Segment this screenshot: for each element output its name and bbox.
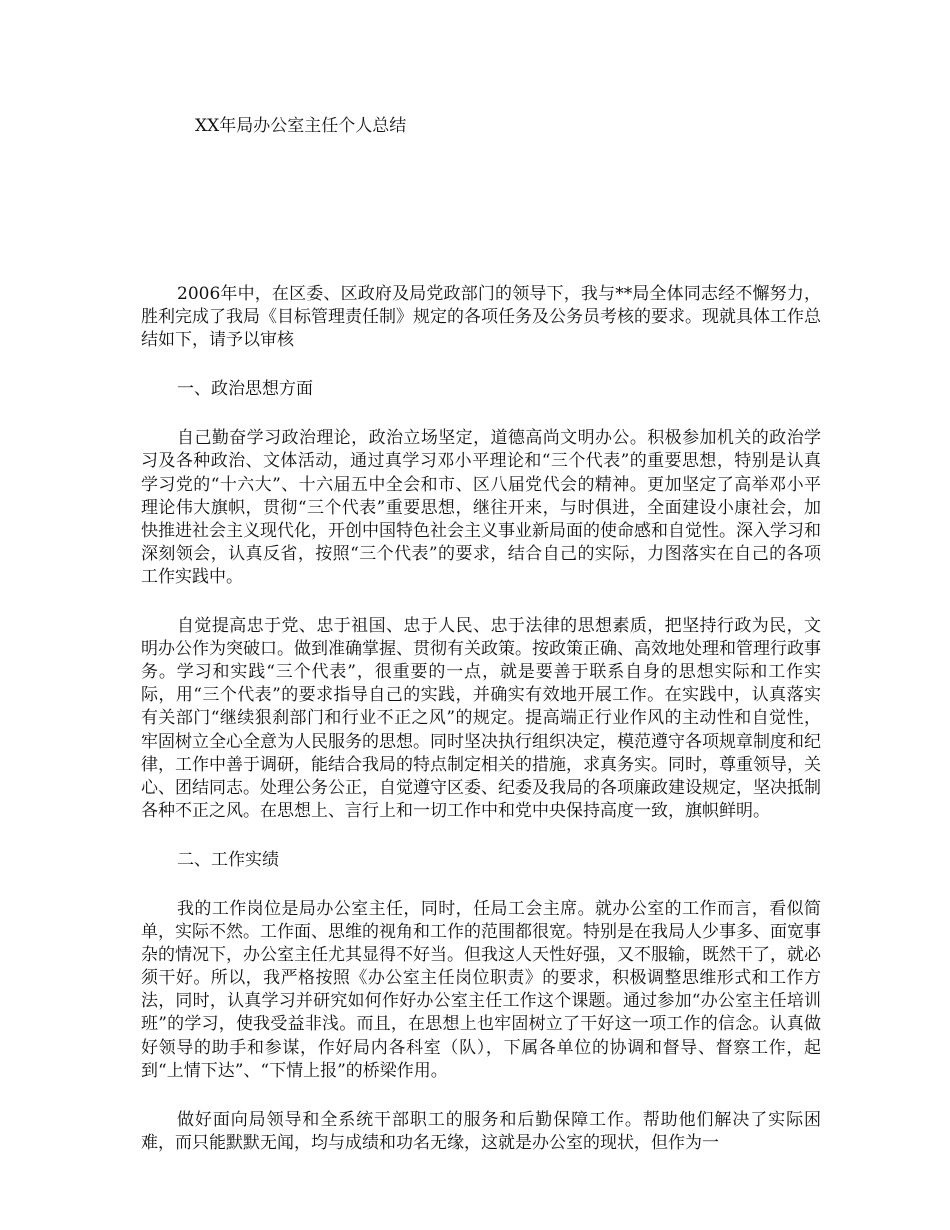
intro-paragraph: 2006年中，在区委、区政府及局党政部门的领导下，我与**局全体同志经不懈努力，胜利完成了我局《目标管理责任制》规定的各项任务及公务员考核的要求。现就具体工作总结如下，请予以审核 xyxy=(141,284,821,351)
political-paragraph-2: 自觉提高忠于党、忠于祖国、忠于人民、忠于法律的思想素质，把坚持行政为民，文明办公作为突破口。做到准确掌握、贯彻有关政策。按政策正确、高效地处理和管理行政事务。学习和实践“三个代表”，很重要的一点，就是要善于联系自身的思想实际和工作实际，用“三个代表”的要求指导自己的实践，并确实有效地开展工作。在实践中，认真落实有关部门“继续狠刹部门和行业不正之风”的规定。提高端正行业作风的主动性和自觉性，牢固树立全心全意为人民服务的思想。同时坚决执行组织决定，模范遵守各项规章制度和纪律，工作中善于调研，能结合我局的特点制定相关的措施，求真务实。同时，尊重领导，关心、团结同志。处理公务公正，自觉遵守区委、纪委及我局的各项廉政建设规定，坚决抵制各种不正之风。在思想上、言行上和一切工作中和党中央保持高度一致，旗帜鲜明。 xyxy=(141,616,821,821)
achievements-paragraph-1: 我的工作岗位是局办公室主任，同时，任局工会主席。就办公室的工作而言，看似简单，实际不然。工作面、思维的视角和工作的范围都很宽。特别是在我局人少事多、面宽事杂的情况下，办公室主任尤其显得不好当。但我这人天性好强，又不服输，既然干了，就必须干好。所以，我严格按照《办公室主任岗位职责》的要求，积极调整思维形式和工作方法，同时，认真学习并研究如何作好办公室主任工作这个课题。通过参加“办公室主任培训班”的学习，使我受益非浅。而且，在思想上也牢固树立了干好这一项工作的信念。认真做好领导的助手和参谋，作好局内各科室（队），下属各单位的协调和督导、督察工作，起到“上情下达”、“下情上报”的桥梁作用。 xyxy=(141,898,821,1081)
political-paragraph-1: 自己勤奋学习政治理论，政治立场坚定，道德高尚文明办公。积极参加机关的政治学习及各种政治、文体活动，通过真学习邓小平理论和“三个代表”的重要思想，特别是认真学习党的“十六大”、十六届五中全会和市、区八届党代会的精神。更加坚定了高举邓小平理论伟大旗帜，贯彻“三个代表”重要思想，继往开来，与时俱进，全面建设小康社会，加快推进社会主义现代化，开创中国特色社会主义事业新局面的使命感和自觉性。深入学习和深刻领会，认真反省，按照“三个代表”的要求，结合自己的实际，力图落实在自己的各项工作实践中。 xyxy=(141,428,821,587)
document-title: XX年局办公室主任个人总结 xyxy=(195,116,407,136)
section-heading-political: 一、政治思想方面 xyxy=(177,379,313,400)
document-body xyxy=(141,283,821,1181)
section-heading-achievements: 二、工作实绩 xyxy=(177,849,279,870)
achievements-paragraph-2: 做好面向局领导和全系统干部职工的服务和后勤保障工作。帮助他们解决了实际困难，而只能默默无闻，均与成绩和功名无缘，这就是办公室的现状，但作为一 xyxy=(141,1109,821,1153)
